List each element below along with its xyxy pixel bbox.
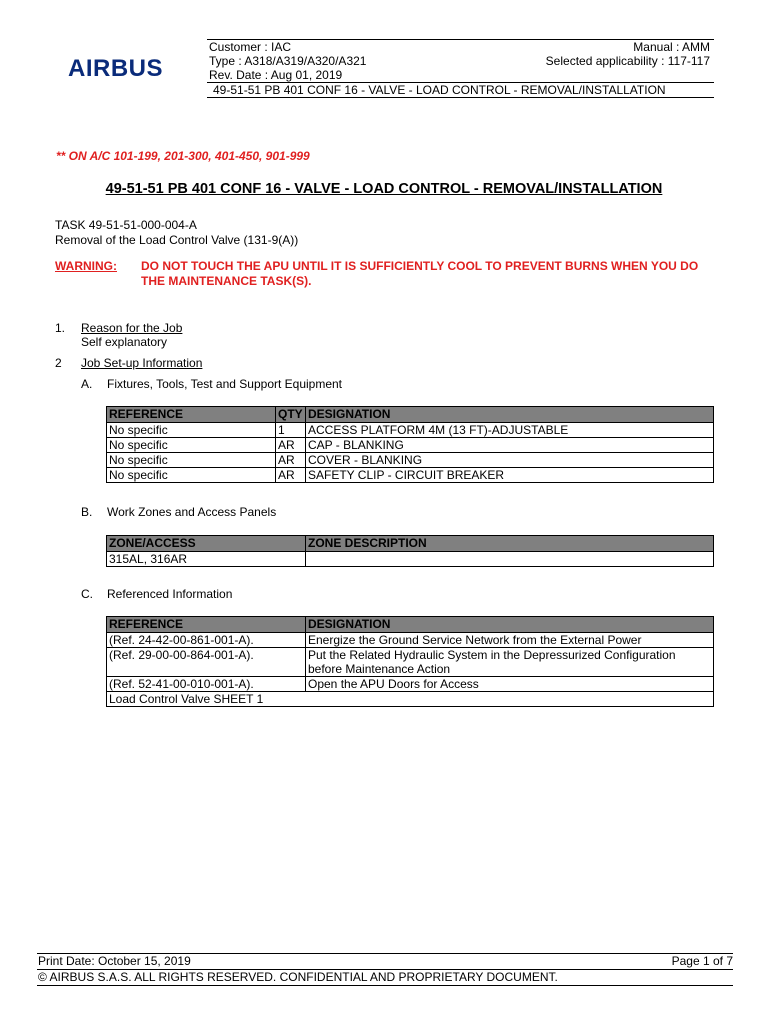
copyright-notice: © AIRBUS S.A.S. ALL RIGHTS RESERVED. CONFIDENTIAL AND PROPRIETARY DOCUMENT. <box>38 970 558 984</box>
task-id: TASK 49-51-51-000-004-A <box>55 218 197 232</box>
table-row: No specific AR SAFETY CLIP - CIRCUIT BREAKER <box>107 468 714 483</box>
type-label: Type : A318/A319/A320/A321 <box>209 54 367 68</box>
subsection-c-number: C. <box>81 587 93 601</box>
table-header: ZONE DESCRIPTION <box>306 536 714 552</box>
section-2-title: Job Set-up Information <box>81 356 203 370</box>
airbus-logo: AIRBUS <box>68 55 164 82</box>
subsection-b-number: B. <box>81 505 93 519</box>
table-row: (Ref. 52-41-00-010-001-A). Open the APU Doors for Access <box>107 677 714 692</box>
section-1-number: 1. <box>55 321 66 335</box>
references-table <box>106 616 714 707</box>
subsection-c-title: Referenced Information <box>107 587 233 601</box>
subsection-c <box>81 587 232 601</box>
section-1-text: Self explanatory <box>81 335 168 349</box>
rev-date-label: Rev. Date : Aug 01, 2019 <box>209 68 343 82</box>
applicability-note: ** ON A/C 101-199, 201-300, 401-450, 901-999 <box>56 149 310 163</box>
table-row: No specific AR CAP - BLANKING <box>107 438 714 453</box>
subsection-a-title: Fixtures, Tools, Test and Support Equipment <box>107 377 343 391</box>
table-row: No specific AR COVER - BLANKING <box>107 453 714 468</box>
warning-text: DO NOT TOUCH THE APU UNTIL IT IS SUFFICIENTLY COOL TO PREVENT BURNS WHEN YOU DO THE MAINTENANCE TASK(S). <box>141 259 699 288</box>
warning-block <box>55 259 715 289</box>
table-row: (Ref. 24-42-00-861-001-A). Energize the Ground Service Network from the External Power <box>107 633 714 648</box>
page-title: 49-51-51 PB 401 CONF 16 - VALVE - LOAD CONTROL - REMOVAL/INSTALLATION <box>105 181 663 197</box>
table-row: Load Control Valve SHEET 1 <box>107 692 714 707</box>
print-date: Print Date: October 15, 2019 <box>38 954 191 968</box>
subsection-b-title: Work Zones and Access Panels <box>107 505 277 519</box>
table-header: REFERENCE <box>107 407 276 423</box>
section-2 <box>55 356 202 370</box>
page-footer <box>37 953 733 986</box>
table-row: No specific 1 ACCESS PLATFORM 4M (13 FT)-ADJUSTABLE <box>107 423 714 438</box>
page-number: Page 1 of 7 <box>671 954 733 968</box>
table-row: (Ref. 29-00-00-864-001-A). Put the Related Hydraulic System in the Depressurized Configuration before Maintenance Action <box>107 648 714 677</box>
table-header: REFERENCE <box>107 617 306 633</box>
table-row: 315AL, 316AR <box>107 552 714 567</box>
manual-label: Manual : AMM <box>633 40 710 54</box>
zones-table <box>106 535 714 567</box>
warning-label: WARNING: <box>55 259 117 273</box>
task-block <box>55 218 298 248</box>
table-header: DESIGNATION <box>306 617 714 633</box>
subsection-b <box>81 505 276 519</box>
task-description: Removal of the Load Control Valve (131-9(A)) <box>55 233 299 247</box>
table-header: DESIGNATION <box>306 407 714 423</box>
subsection-a <box>81 377 342 391</box>
section-2-number: 2 <box>55 356 62 370</box>
section-1 <box>55 321 182 349</box>
table-header: ZONE/ACCESS <box>107 536 306 552</box>
customer-label: Customer : IAC <box>209 40 292 54</box>
applicability-label: Selected applicability : 117-117 <box>545 54 710 68</box>
page-header <box>207 39 714 98</box>
header-doc-title: 49-51-51 PB 401 CONF 16 - VALVE - LOAD CONTROL - REMOVAL/INSTALLATION <box>207 82 714 98</box>
tools-table <box>106 406 714 483</box>
table-header: QTY <box>276 407 306 423</box>
section-1-title: Reason for the Job <box>81 321 183 335</box>
subsection-a-number: A. <box>81 377 93 391</box>
